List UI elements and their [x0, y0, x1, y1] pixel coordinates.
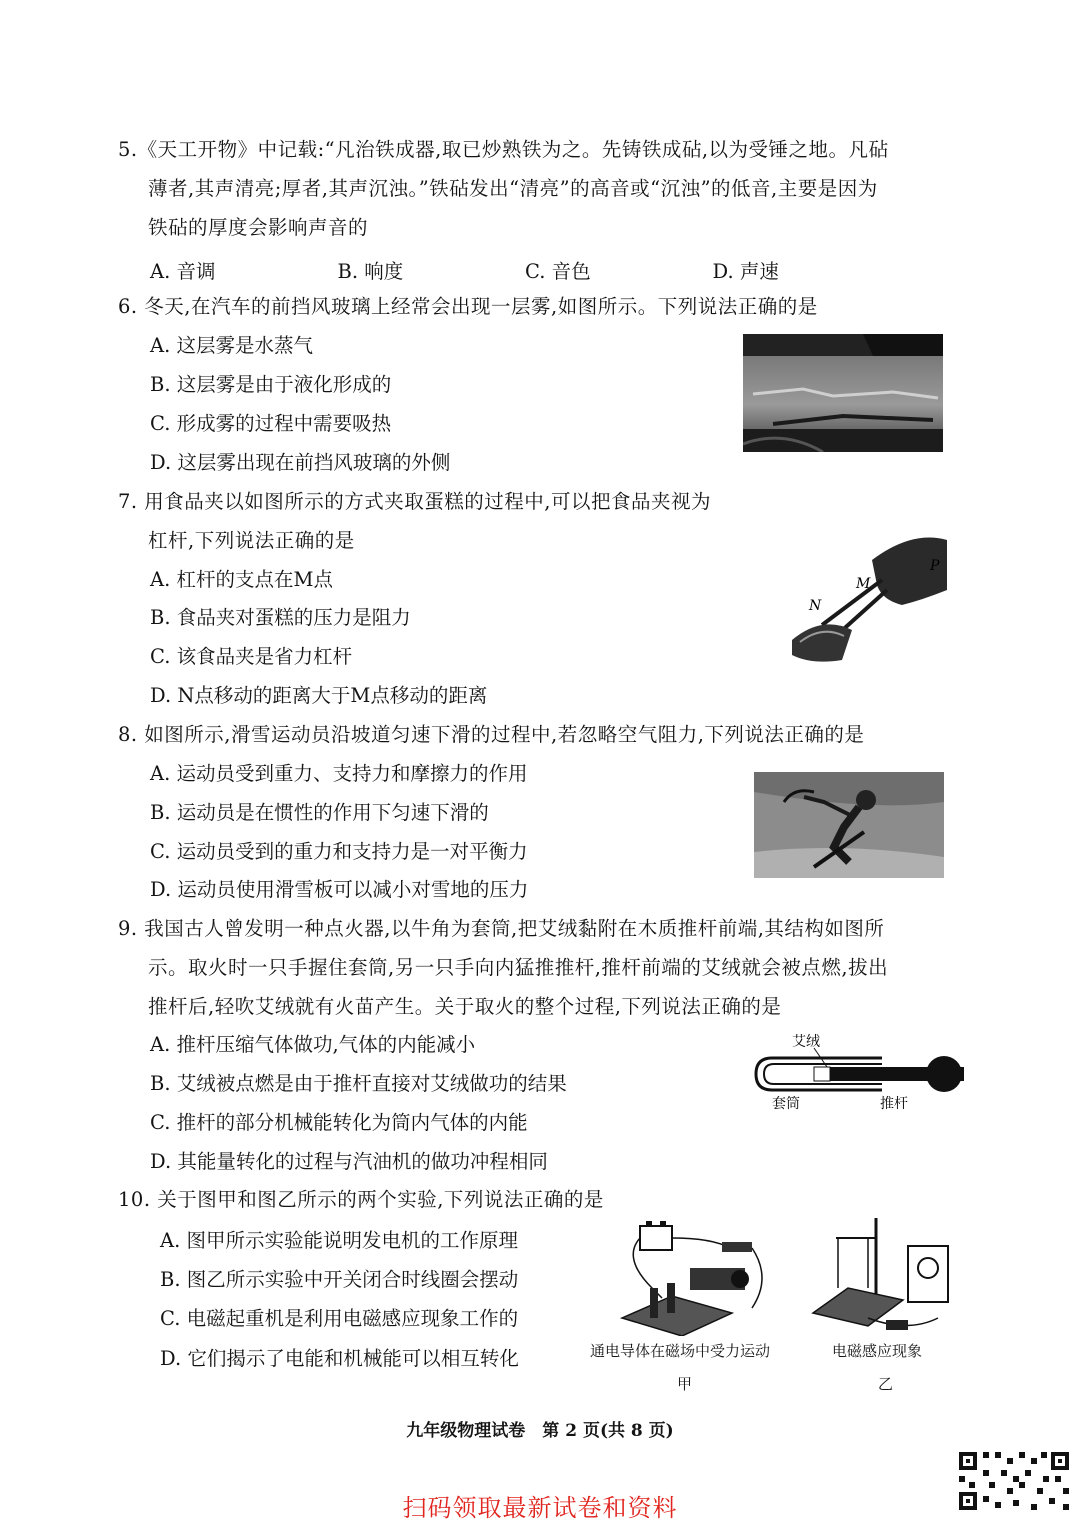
- q5-option-a: A. 音调: [150, 260, 216, 283]
- q7-option-c: C. 该食品夹是省力杠杆: [150, 645, 353, 668]
- q6-stem: 6. 冬天,在汽车的前挡风玻璃上经常会出现一层雾,如图所示。下列说法正确的是: [118, 295, 818, 318]
- page-footer: 九年级物理试卷 第 2 页(共 8 页): [406, 1421, 674, 1441]
- q9-label-tuigan: 推杆: [880, 1096, 908, 1112]
- q7-label-p: P: [930, 558, 940, 574]
- q6-option-a: A. 这层雾是水蒸气: [150, 334, 313, 357]
- q9-option-a: A. 推杆压缩气体做功,气体的内能减小: [150, 1033, 476, 1056]
- q10-label-jia: 甲: [677, 1375, 693, 1393]
- q5-line-2: 薄者,其声清亮;厚者,其声沉浊。”铁砧发出“清亮”的高音或“沉浊”的低音,主要是因为: [148, 177, 878, 200]
- q5-line-1: 5.《天工开物》中记载:“凡治铁成器,取已炒熟铁为之。先铸铁成砧,以为受锤之地。凡砧: [118, 138, 889, 161]
- q6-option-b: B. 这层雾是由于液化形成的: [150, 373, 392, 396]
- question-6: [118, 287, 948, 326]
- q8-stem: 8. 如图所示,滑雪运动员沿坡道匀速下滑的过程中,若忽略空气阻力,下列说法正确的是: [118, 723, 865, 746]
- q10-caption-yi: 电磁感应现象: [832, 1342, 923, 1360]
- q10-option-d: D. 它们揭示了电能和机械能可以相互转化: [160, 1347, 519, 1370]
- q5-option-c: C. 音色: [525, 260, 591, 283]
- q8-option-a: A. 运动员受到重力、支持力和摩擦力的作用: [150, 762, 528, 785]
- q5-option-b: B. 响度: [337, 260, 404, 283]
- promo-text[interactable]: 扫码领取最新试卷和资料: [402, 1494, 678, 1522]
- q10-label-yi: 乙: [878, 1375, 894, 1393]
- question-5: [118, 130, 948, 247]
- q9-label-airong: 艾绒: [792, 1034, 820, 1050]
- q6-option-c: C. 形成雾的过程中需要吸热: [150, 412, 392, 435]
- q7-label-m: M: [856, 576, 871, 592]
- q9-option-c: C. 推杆的部分机械能转化为筒内气体的内能: [150, 1111, 528, 1134]
- q7-food-tongs-image: [782, 530, 947, 665]
- q10-option-b: B. 图乙所示实验中开关闭合时线圈会摆动: [160, 1268, 519, 1291]
- q10-option-a: A. 图甲所示实验能说明发电机的工作原理: [160, 1229, 518, 1252]
- q9-line-3: 推杆后,轻吹艾绒就有火苗产生。关于取火的整个过程,下列说法正确的是: [148, 995, 782, 1018]
- q10-option-c: C. 电磁起重机是利用电磁感应现象工作的: [160, 1307, 519, 1330]
- q9-option-b: B. 艾绒被点燃是由于推杆直接对艾绒做功的结果: [150, 1072, 567, 1095]
- q9-line-1: 9. 我国古人曾发明一种点火器,以牛角为套筒,把艾绒黏附在木质推杆前端,其结构如图所: [118, 917, 885, 940]
- q7-option-b: B. 食品夹对蛋糕的压力是阻力: [150, 606, 411, 629]
- q6-foggy-windshield-image: [743, 334, 943, 452]
- q9-label-taotong: 套筒: [772, 1096, 800, 1112]
- q7-option-d: D. N点移动的距离大于M点移动的距离: [150, 684, 488, 707]
- q8-skier-image: [754, 772, 944, 878]
- q6-option-d: D. 这层雾出现在前挡风玻璃的外侧: [150, 451, 451, 474]
- q7-option-a: A. 杠杆的支点在M点: [150, 568, 333, 591]
- q5-option-d: D. 声速: [712, 260, 779, 283]
- q10-figure-yi: [808, 1218, 953, 1336]
- q9-line-2: 示。取火时一只手握住套筒,另一只手向内猛推推杆,推杆前端的艾绒就会被点燃,拔出: [148, 956, 889, 979]
- q7-line-2: 杠杆,下列说法正确的是: [148, 529, 355, 552]
- q5-line-3: 铁砧的厚度会影响声音的: [148, 216, 369, 239]
- q10-stem: 10. 关于图甲和图乙所示的两个实验,下列说法正确的是: [118, 1188, 604, 1211]
- q8-option-c: C. 运动员受到的重力和支持力是一对平衡力: [150, 840, 528, 863]
- q10-figure-jia: [612, 1218, 787, 1336]
- q8-option-b: B. 运动员是在惯性的作用下匀速下滑的: [150, 801, 489, 824]
- question-8: [118, 715, 948, 754]
- q10-caption-jia: 通电导体在磁场中受力运动: [590, 1342, 771, 1360]
- q7-line-1: 7. 用食品夹以如图所示的方式夹取蛋糕的过程中,可以把食品夹视为: [118, 490, 712, 513]
- q7-label-n: N: [809, 598, 822, 614]
- q9-option-d: D. 其能量转化的过程与汽油机的做功冲程相同: [150, 1150, 548, 1173]
- q9-igniter-diagram: [752, 1030, 982, 1115]
- q8-option-d: D. 运动员使用滑雪板可以减小对雪地的压力: [150, 878, 529, 901]
- question-9: [118, 909, 948, 1026]
- question-10: [118, 1180, 948, 1219]
- q5-options: [150, 256, 900, 284]
